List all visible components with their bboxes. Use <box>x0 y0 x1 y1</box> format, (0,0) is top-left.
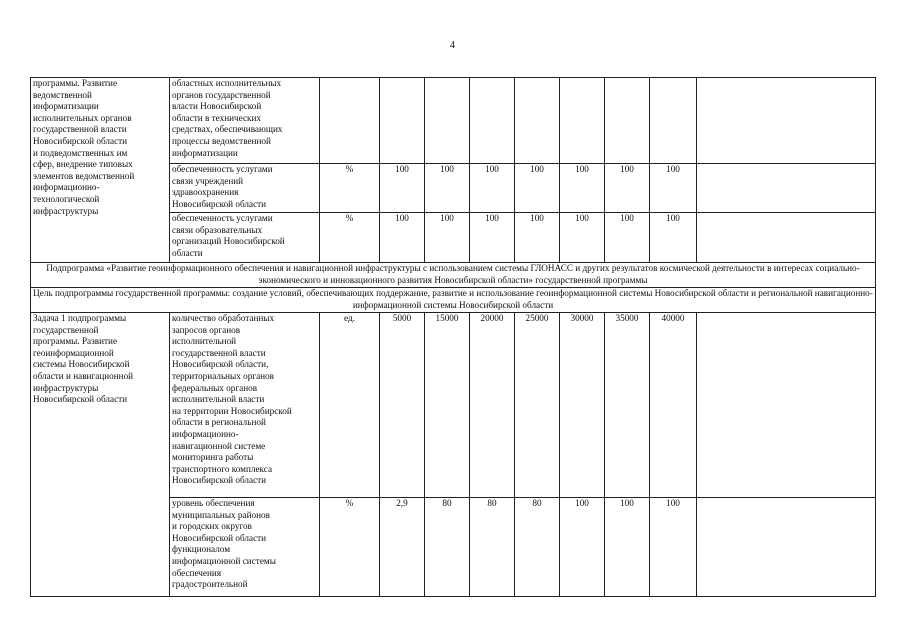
value-cell: 100 <box>560 498 605 597</box>
table-row <box>31 313 876 498</box>
indicators-table <box>30 77 876 597</box>
value-cell: 80 <box>470 498 515 597</box>
value-cell <box>470 78 515 164</box>
value-cell: 30000 <box>560 313 605 498</box>
value-cell: 80 <box>425 498 470 597</box>
goal-row <box>31 288 876 313</box>
note-cell <box>697 213 876 263</box>
unit-cell <box>320 78 380 164</box>
value-cell: 100 <box>470 164 515 213</box>
value-cell: 100 <box>650 213 697 263</box>
value-cell: 100 <box>515 164 560 213</box>
unit-cell: % <box>320 498 380 597</box>
task-cell: программы. Развитие ведомственной информатизации исполнительных органов государственной власти Новосибирской области и подведомственных им сфер, внедрение типовых элементов ведомственной информационно- технологической инфраструктуры <box>31 78 170 263</box>
indicator-name: уровень обеспечения муниципальных районов и городских округов Новосибирской области функционалом информационной системы обеспечения градостроительной <box>170 498 320 597</box>
value-cell: 20000 <box>470 313 515 498</box>
value-cell: 100 <box>515 213 560 263</box>
indicator-name: количество обработанных запросов органов исполнительной государственной власти Новосибирской области, территориальных органов федеральных органов исполнительной власти на территории Новосибирской области в региональной информационно- навигационной системе мониторинга работы транспортного комплекса Новосибирской области <box>170 313 320 498</box>
value-cell: 100 <box>650 164 697 213</box>
value-cell: 40000 <box>650 313 697 498</box>
value-cell: 15000 <box>425 313 470 498</box>
unit-cell: % <box>320 213 380 263</box>
value-cell: 100 <box>560 213 605 263</box>
value-cell: 100 <box>605 498 650 597</box>
unit-cell: % <box>320 164 380 213</box>
value-cell <box>380 78 425 164</box>
subprogram-row <box>31 263 876 288</box>
value-cell: 2,9 <box>380 498 425 597</box>
indicator-name: обеспеченность услугами связи учреждений здравоохранения Новосибирской области <box>170 164 320 213</box>
value-cell <box>605 78 650 164</box>
value-cell <box>650 78 697 164</box>
value-cell: 100 <box>605 213 650 263</box>
value-cell: 100 <box>560 164 605 213</box>
value-cell: 100 <box>650 498 697 597</box>
note-cell <box>697 313 876 498</box>
value-cell: 100 <box>425 213 470 263</box>
unit-cell: ед. <box>320 313 380 498</box>
value-cell: 100 <box>380 213 425 263</box>
value-cell <box>515 78 560 164</box>
table-row <box>31 78 876 164</box>
page-number: 4 <box>450 40 455 51</box>
value-cell: 100 <box>470 213 515 263</box>
subprogram-goal: Цель подпрограммы государственной программы: создание условий, обеспечивающих поддержание, развитие и использование геоинформационной системы Новосибирской области и региональной навигационно-информационной системы Новосибирской области <box>31 288 876 313</box>
value-cell: 100 <box>605 164 650 213</box>
subprogram-title: Подпрограмма «Развитие геоинформационного обеспечения и навигационной инфраструктуры с использованием системы ГЛОНАСС и других результатов космической деятельности в интересах социально-экономического и инновационного развития Новосибирской области» государственной программы <box>31 263 876 288</box>
value-cell: 80 <box>515 498 560 597</box>
value-cell <box>425 78 470 164</box>
value-cell: 25000 <box>515 313 560 498</box>
value-cell: 35000 <box>605 313 650 498</box>
value-cell: 100 <box>425 164 470 213</box>
indicator-name: областных исполнительных органов государственной власти Новосибирской области в технических средствах, обеспечивающих процессы ведомственной информатизации <box>170 78 320 164</box>
indicator-name: обеспеченность услугами связи образовательных организаций Новосибирской области <box>170 213 320 263</box>
note-cell <box>697 78 876 164</box>
value-cell: 5000 <box>380 313 425 498</box>
note-cell <box>697 498 876 597</box>
task-cell: Задача 1 подпрограммы государственной программы. Развитие геоинформационной системы Новосибирской области и навигационной инфраструктуры Новосибирской области <box>31 313 170 597</box>
value-cell: 100 <box>380 164 425 213</box>
value-cell <box>560 78 605 164</box>
note-cell <box>697 164 876 213</box>
